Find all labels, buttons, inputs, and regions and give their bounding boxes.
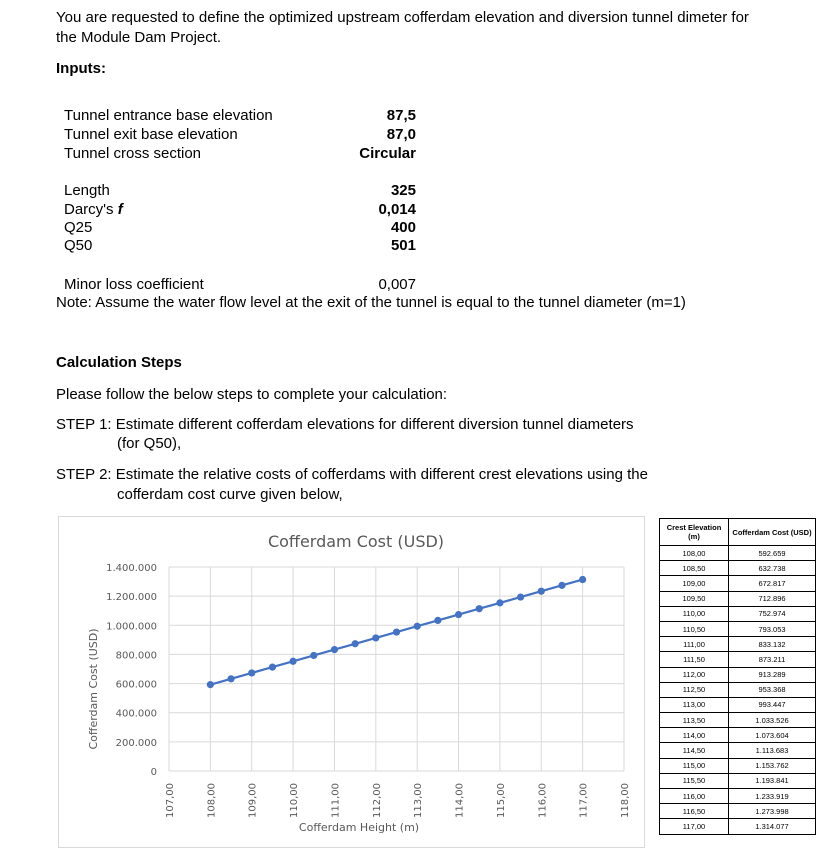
cell-crest-elevation: 111,50 — [660, 652, 729, 667]
table-row — [660, 546, 816, 561]
input-value-q50: 501 — [390, 237, 416, 254]
input-value-q25: 400 — [390, 219, 416, 236]
chart-data-point — [227, 675, 234, 682]
input-value-entrance-elevation: 87,5 — [386, 107, 416, 124]
chart-x-tick-label: 118,00 — [620, 783, 631, 818]
chart-x-tick-label: 111,00 — [330, 783, 342, 818]
cell-cofferdam-cost: 1.273.998 — [729, 804, 816, 819]
chart-y-tick-label: 200.000 — [115, 737, 157, 749]
table-row — [660, 561, 816, 576]
table-header-row — [660, 519, 816, 546]
chart-x-tick-label: 109,00 — [247, 783, 259, 818]
cell-crest-elevation: 108,50 — [660, 561, 729, 576]
chart-data-point — [434, 617, 441, 624]
input-label-cross-section: Tunnel cross section — [64, 145, 202, 162]
chart-data-point — [538, 588, 545, 595]
step2-line1: STEP 2: Estimate the relative costs of cofferdams with different crest elevations using the — [56, 466, 648, 483]
intro-paragraph: You are requested to define the optimized upstream cofferdam elevation and diversion tunnel dimeter for the Module Dam Project. — [56, 9, 749, 46]
header-cofferdam-cost: Cofferdam Cost (USD) — [729, 519, 816, 546]
table-body — [660, 546, 816, 835]
table-row — [660, 743, 816, 758]
input-label-darcy-f — [64, 201, 123, 218]
chart-data-point — [496, 599, 503, 606]
table-row — [660, 667, 816, 682]
chart-data-point — [476, 605, 483, 612]
cell-cofferdam-cost: 1.233.919 — [729, 789, 816, 804]
input-value-cross-section: Circular — [359, 145, 416, 162]
cell-cofferdam-cost: 1.073.604 — [729, 728, 816, 743]
chart-x-tick-label: 107,00 — [165, 783, 176, 818]
chart-x-tick-label: 113,00 — [413, 783, 425, 818]
input-value-darcy-f: 0,014 — [378, 201, 416, 218]
crest-cost-table — [659, 518, 816, 835]
chart-x-tick-label: 110,00 — [289, 783, 301, 818]
cell-cofferdam-cost: 1.113.683 — [729, 743, 816, 758]
cell-crest-elevation: 112,50 — [660, 682, 729, 697]
darcy-symbol: f — [117, 201, 123, 218]
note: Note: Assume the water flow level at the exit of the tunnel is equal to the tunnel diameter (m=1) — [56, 294, 686, 311]
chart-x-tick-label: 115,00 — [495, 783, 507, 818]
input-value-length: 325 — [390, 182, 416, 199]
table-row — [660, 697, 816, 712]
table-row — [660, 713, 816, 728]
chart-data-point — [331, 646, 338, 653]
chart-y-tick-label: 1.000.000 — [106, 621, 157, 633]
step1-line1: STEP 1: Estimate different cofferdam elevations for different diversion tunnel diameters — [56, 416, 634, 433]
cell-crest-elevation: 116,00 — [660, 789, 729, 804]
cell-cofferdam-cost: 993.447 — [729, 697, 816, 712]
input-label-q25: Q25 — [64, 219, 93, 236]
table-row — [660, 652, 816, 667]
chart-svg — [59, 517, 644, 847]
cell-cofferdam-cost: 1.033.526 — [729, 713, 816, 728]
table-row — [660, 804, 816, 819]
cell-cofferdam-cost: 833.132 — [729, 637, 816, 652]
cofferdam-cost-chart — [58, 516, 645, 848]
chart-x-axis-label: Cofferdam Height (m) — [298, 821, 420, 834]
chart-data-point — [207, 681, 214, 688]
table-row — [660, 728, 816, 743]
cell-cofferdam-cost: 1.193.841 — [729, 773, 816, 788]
chart-x-tick-label: 116,00 — [537, 783, 549, 818]
calc-intro: Please follow the below steps to complete your calculation: — [56, 386, 448, 403]
chart-data-point — [352, 640, 359, 647]
table-row — [660, 637, 816, 652]
cell-cofferdam-cost: 1.153.762 — [729, 758, 816, 773]
chart-data-point — [269, 664, 276, 671]
chart-data-point — [558, 582, 565, 589]
chart-x-ticks — [165, 783, 631, 818]
chart-x-tick-label: 108,00 — [206, 783, 218, 818]
cell-cofferdam-cost: 712.896 — [729, 591, 816, 606]
chart-data-point — [393, 628, 400, 635]
cell-crest-elevation: 116,50 — [660, 804, 729, 819]
cell-crest-elevation: 112,00 — [660, 667, 729, 682]
chart-y-tick-label: 600.000 — [115, 679, 157, 691]
step1-line2: (for Q50), — [117, 435, 182, 452]
cell-crest-elevation: 110,00 — [660, 606, 729, 621]
cell-crest-elevation: 109,50 — [660, 591, 729, 606]
input-value-exit-elevation: 87,0 — [386, 126, 416, 143]
cell-cofferdam-cost: 1.314.077 — [729, 819, 816, 834]
chart-y-tick-label: 1.400.000 — [106, 563, 157, 574]
chart-data-point — [372, 634, 379, 641]
chart-x-tick-label: 114,00 — [454, 783, 466, 818]
chart-data-point — [289, 658, 296, 665]
chart-x-tick-label: 112,00 — [371, 783, 383, 818]
input-label-length: Length — [64, 182, 110, 199]
table-row — [660, 606, 816, 621]
cell-cofferdam-cost: 873.211 — [729, 652, 816, 667]
input-label-minor-loss: Minor loss coefficient — [64, 276, 204, 293]
cell-cofferdam-cost: 632.738 — [729, 561, 816, 576]
cell-crest-elevation: 117,00 — [660, 819, 729, 834]
table-row — [660, 789, 816, 804]
cell-cofferdam-cost: 913.289 — [729, 667, 816, 682]
table-row — [660, 591, 816, 606]
cell-crest-elevation: 115,50 — [660, 773, 729, 788]
cell-cofferdam-cost: 953.368 — [729, 682, 816, 697]
table-row — [660, 773, 816, 788]
cell-crest-elevation: 113,50 — [660, 713, 729, 728]
cell-crest-elevation: 115,00 — [660, 758, 729, 773]
calc-heading: Calculation Steps — [56, 354, 182, 371]
darcy-prefix: Darcy's — [64, 201, 118, 218]
table-row — [660, 819, 816, 834]
chart-data-point — [579, 576, 586, 583]
cell-crest-elevation: 109,00 — [660, 576, 729, 591]
cell-crest-elevation: 108,00 — [660, 546, 729, 561]
input-label-q50: Q50 — [64, 237, 93, 254]
chart-data-point — [310, 652, 317, 659]
header-crest-elevation: Crest Elevation (m) — [660, 519, 729, 546]
chart-y-ticks — [106, 563, 157, 778]
table-row — [660, 758, 816, 773]
input-label-exit-elevation: Tunnel exit base elevation — [64, 126, 238, 143]
inputs-heading: Inputs: — [56, 60, 106, 77]
cell-crest-elevation: 113,00 — [660, 697, 729, 712]
cell-crest-elevation: 110,50 — [660, 621, 729, 636]
chart-gridlines — [169, 567, 624, 771]
chart-x-tick-label: 117,00 — [578, 783, 590, 818]
chart-series — [207, 576, 586, 688]
chart-y-axis-label: Cofferdam Cost (USD) — [87, 628, 100, 750]
cell-crest-elevation: 111,00 — [660, 637, 729, 652]
table-row — [660, 682, 816, 697]
cell-cofferdam-cost: 793.053 — [729, 621, 816, 636]
chart-y-tick-label: 0 — [150, 767, 157, 778]
input-label-entrance-elevation: Tunnel entrance base elevation — [64, 107, 273, 124]
chart-y-tick-label: 400.000 — [115, 708, 157, 720]
chart-y-tick-label: 800.000 — [115, 650, 157, 662]
chart-title: Cofferdam Cost (USD) — [267, 532, 445, 551]
cell-crest-elevation: 114,50 — [660, 743, 729, 758]
cell-crest-elevation: 114,00 — [660, 728, 729, 743]
table-row — [660, 621, 816, 636]
step2-line2: cofferdam cost curve given below, — [117, 486, 343, 503]
cell-cofferdam-cost: 672.817 — [729, 576, 816, 591]
input-value-minor-loss: 0,007 — [378, 276, 416, 293]
cell-cofferdam-cost: 592.659 — [729, 546, 816, 561]
chart-data-point — [455, 611, 462, 618]
chart-y-tick-label: 1.200.000 — [106, 592, 157, 604]
chart-data-point — [414, 623, 421, 630]
cell-cofferdam-cost: 752.974 — [729, 606, 816, 621]
chart-data-point — [517, 593, 524, 600]
table-row — [660, 576, 816, 591]
chart-data-point — [248, 669, 255, 676]
